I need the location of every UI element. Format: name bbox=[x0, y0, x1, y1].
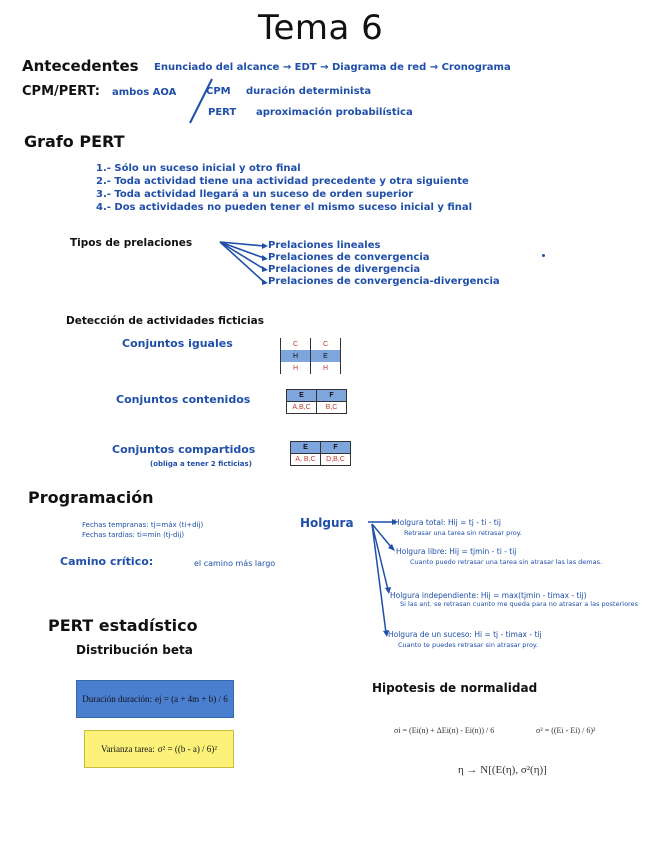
table-cell: E bbox=[311, 350, 341, 362]
pert-desc: aproximación probabilística bbox=[256, 107, 413, 118]
normalidad-heading: Hipotesis de normalidad bbox=[372, 681, 538, 695]
grafo-heading: Grafo PERT bbox=[24, 132, 125, 151]
normalidad-eq1: σi = (Ei(n) + ΔEi(n) - Ei(n)) / 6 bbox=[394, 726, 495, 735]
holgura-heading: Holgura bbox=[300, 516, 354, 530]
prelaciones-heading: Tipos de prelaciones bbox=[70, 237, 193, 249]
pert-estadistico-heading: PERT estadístico bbox=[48, 616, 198, 635]
holgura-title: Holgura de un suceso: Hi = tj - timax - tij bbox=[388, 630, 542, 639]
prelacion-item: Prelaciones lineales bbox=[268, 240, 381, 251]
table-cell: H bbox=[281, 362, 311, 374]
prelacion-item: Prelaciones de divergencia bbox=[268, 264, 421, 275]
holgura-libre bbox=[396, 547, 636, 567]
table-cell: A,B,C bbox=[287, 402, 317, 414]
holgura-title: Holgura total: Hij = tj - ti - tij bbox=[394, 518, 501, 527]
contenidos-table bbox=[286, 389, 347, 414]
table-cell: C bbox=[311, 338, 341, 350]
grafo-rule: 1.- Sólo un suceso inicial y otro final bbox=[96, 163, 301, 174]
duracion-label: Duración duración: bbox=[82, 694, 152, 704]
table-cell: H bbox=[311, 362, 341, 374]
beta-heading: Distribución beta bbox=[76, 643, 193, 657]
table-cell: B,C bbox=[317, 402, 347, 414]
ink-dot bbox=[542, 254, 545, 257]
holgura-desc: Si las ant. se retrasan cuanto me queda para no atrasar a las posteriores bbox=[400, 600, 638, 608]
iguales-table bbox=[280, 338, 341, 374]
table-header: F bbox=[317, 390, 347, 402]
camino-critico-label: Camino crítico: bbox=[60, 555, 154, 568]
antecedentes-heading: Antecedentes bbox=[22, 57, 139, 75]
grafo-rule: 2.- Toda actividad tiene una actividad precedente y otra siguiente bbox=[96, 176, 469, 187]
normalidad-eq3: η → N[(E(η), σ²(η)] bbox=[458, 764, 547, 776]
prelaciones-arrows-icon bbox=[218, 236, 270, 288]
programacion-heading: Programación bbox=[28, 488, 154, 507]
iguales-label: Conjuntos iguales bbox=[122, 337, 233, 350]
table-header: E bbox=[287, 390, 317, 402]
grafo-rule: 4.- Dos actividades no pueden tener el mismo suceso inicial y final bbox=[96, 202, 473, 213]
varianza-formula-box bbox=[84, 730, 234, 768]
prelaciones-list bbox=[268, 240, 500, 288]
prelacion-item: Prelaciones de convergencia-divergencia bbox=[268, 276, 500, 287]
cpm-pert-ambos: ambos AOA bbox=[112, 87, 177, 98]
duracion-formula: ej = (a + 4m + b) / 6 bbox=[155, 694, 228, 704]
compartidos-table bbox=[290, 441, 351, 466]
holgura-desc: Cuanto te puedes retrasar sin atrasar proy. bbox=[398, 641, 538, 649]
pert-label: PERT bbox=[208, 107, 237, 118]
holgura-desc: Retrasar una tarea sin retrasar proy. bbox=[404, 529, 522, 537]
camino-critico-text: el camino más largo bbox=[194, 559, 276, 568]
holgura-total bbox=[394, 518, 522, 538]
cpm-label: CPM bbox=[206, 86, 231, 97]
table-cell: A, B,C bbox=[291, 454, 321, 466]
table-cell: C bbox=[281, 338, 311, 350]
compartidos-label: Conjuntos compartidos bbox=[112, 443, 256, 456]
holgura-desc: Cuanto puedo retrasar una tarea sin atrasar las las demas. bbox=[410, 558, 603, 566]
page-title: Tema 6 bbox=[258, 8, 384, 48]
holgura-independiente bbox=[390, 591, 640, 609]
normalidad-eq2: σ² = ((Ei - Ei) / 6)² bbox=[536, 726, 596, 735]
ficticias-heading: Detección de actividades ficticias bbox=[66, 315, 264, 327]
table-cell: D,B,C bbox=[321, 454, 351, 466]
holgura-title: Holgura independiente: Hij = max(tjmin - timax - tij) bbox=[390, 591, 587, 600]
cpm-pert-heading: CPM/PERT: bbox=[22, 84, 100, 99]
holgura-title: Holgura libre: Hij = tjmin - ti - tij bbox=[396, 547, 517, 556]
grafo-rule: 3.- Toda actividad llegará a un suceso de orden superior bbox=[96, 189, 414, 200]
table-header: F bbox=[321, 442, 351, 454]
holgura-suceso bbox=[388, 630, 542, 650]
fechas-tempranas: Fechas tempranas: tj=máx (ti+dij) bbox=[82, 521, 204, 529]
contenidos-label: Conjuntos contenidos bbox=[116, 393, 251, 406]
grafo-rules bbox=[96, 162, 472, 214]
cpm-desc: duración determinista bbox=[246, 86, 372, 97]
compartidos-note: (obliga a tener 2 ficticias) bbox=[150, 460, 252, 468]
varianza-label: Varianza tarea: bbox=[100, 744, 155, 754]
fechas-tardias: Fechas tardías: ti=mín (tj-dij) bbox=[82, 531, 185, 539]
table-header: E bbox=[291, 442, 321, 454]
antecedentes-text: Enunciado del alcance → EDT → Diagrama de red → Cronograma bbox=[154, 62, 511, 73]
prelacion-item: Prelaciones de convergencia bbox=[268, 252, 430, 263]
table-cell: H bbox=[281, 350, 311, 362]
duracion-formula-box bbox=[76, 680, 234, 718]
cpm-pert-divider bbox=[186, 76, 216, 126]
varianza-formula: σ² = ((b - a) / 6)² bbox=[157, 744, 218, 754]
